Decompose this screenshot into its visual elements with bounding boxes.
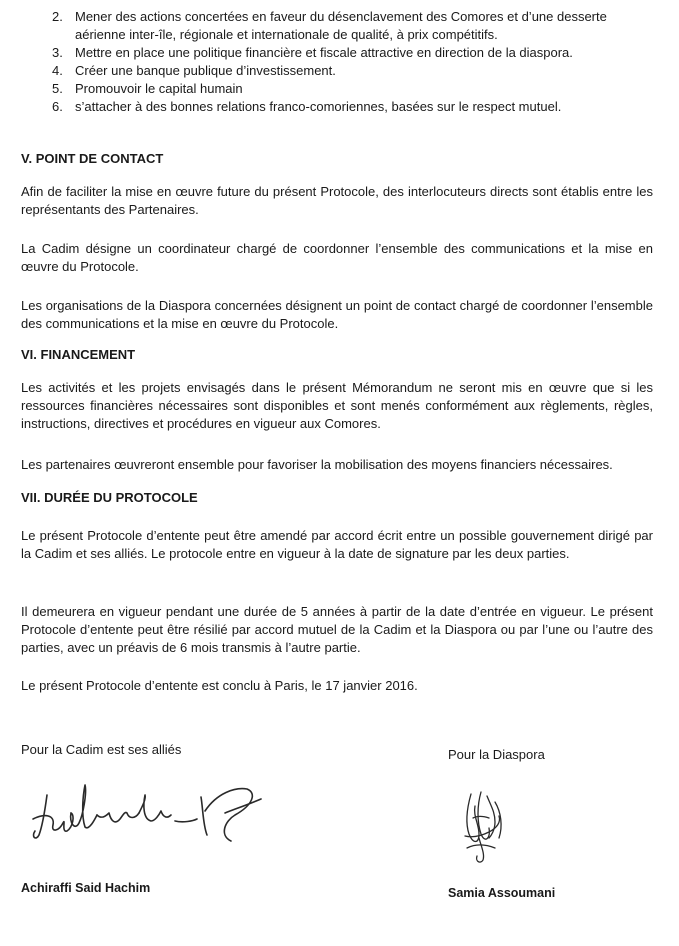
paragraph: La Cadim désigne un coordinateur chargé de coordonner l’ensemble des communications et la mise en œuvre du Protocole. [21, 241, 653, 274]
list-item [38, 80, 660, 98]
signature-left-image [25, 775, 275, 860]
signature-label-right: Pour la Diaspora [448, 747, 545, 762]
list-item [38, 98, 660, 116]
list-item [38, 8, 660, 44]
paragraph: Le présent Protocole d’entente est conclu à Paris, le 17 janvier 2016. [21, 678, 418, 693]
section-heading-contact: V. POINT DE CONTACT [21, 151, 164, 166]
objectives-list [38, 8, 660, 116]
list-item-text: Créer une banque publique d’investissement. [75, 63, 336, 78]
paragraph: Les activités et les projets envisagés dans le présent Mémorandum ne seront mis en œuvre que si les ressources financières nécessaires sont disponibles et sont menés conformément aux règlements, règles, instructions, directives et procédures en vigueur aux Comores. [21, 380, 653, 431]
list-item-text: Mener des actions concertées en faveur du désenclavement des Comores et d’une desserte [75, 9, 607, 24]
signatory-name-right: Samia Assoumani [448, 886, 556, 900]
list-item-number: 3. [52, 45, 63, 60]
list-item [38, 44, 660, 62]
section-heading-financement: VI. FINANCEMENT [21, 347, 136, 362]
paragraph: Afin de faciliter la mise en œuvre future du présent Protocole, des interlocuteurs directs sont établis entre les représentants des Partenaires. [21, 184, 653, 217]
section-heading-duree: VII. DURÉE DU PROTOCOLE [21, 490, 198, 505]
list-item [38, 62, 660, 80]
list-item-text: Promouvoir le capital humain [75, 81, 243, 96]
list-item-number: 4. [52, 63, 63, 78]
paragraph: Les organisations de la Diaspora concernées désignent un point de contact chargé de coordonner l’ensemble des communications et la mise en œuvre du Protocole. [21, 298, 653, 331]
paragraph: Le présent Protocole d’entente peut être amendé par accord écrit entre un possible gouvernement dirigé par la Cadim et ses alliés. Le protocole entre en vigueur à la date de signature par les deux parties. [21, 528, 653, 561]
list-item-number: 5. [52, 81, 63, 96]
list-item-text: Mettre en place une politique financière et fiscale attractive en direction de la diaspora. [75, 45, 573, 60]
signature-label-left: Pour la Cadim est ses alliés [21, 742, 182, 757]
list-item-text: s’attacher à des bonnes relations franco-comoriennes, basées sur le respect mutuel. [75, 99, 562, 114]
signature-right-image [455, 788, 527, 870]
list-item-text: aérienne inter-île, régionale et internationale de qualité, à prix compétitifs. [75, 27, 498, 42]
paragraph: Il demeurera en vigueur pendant une durée de 5 années à partir de la date d’entrée en vigueur. Le présent Protocole d’entente peut être résilié par accord mutuel de la Cadim et la Diaspora ou par l’une ou l’autre des parties, avec un préavis de 6 mois transmis à l’autre partie. [21, 604, 653, 655]
signatory-name-left: Achiraffi Said Hachim [21, 881, 151, 895]
paragraph: Les partenaires œuvreront ensemble pour favoriser la mobilisation des moyens financiers nécessaires. [21, 457, 613, 472]
list-item-number: 2. [52, 9, 63, 24]
list-item-number: 6. [52, 99, 63, 114]
